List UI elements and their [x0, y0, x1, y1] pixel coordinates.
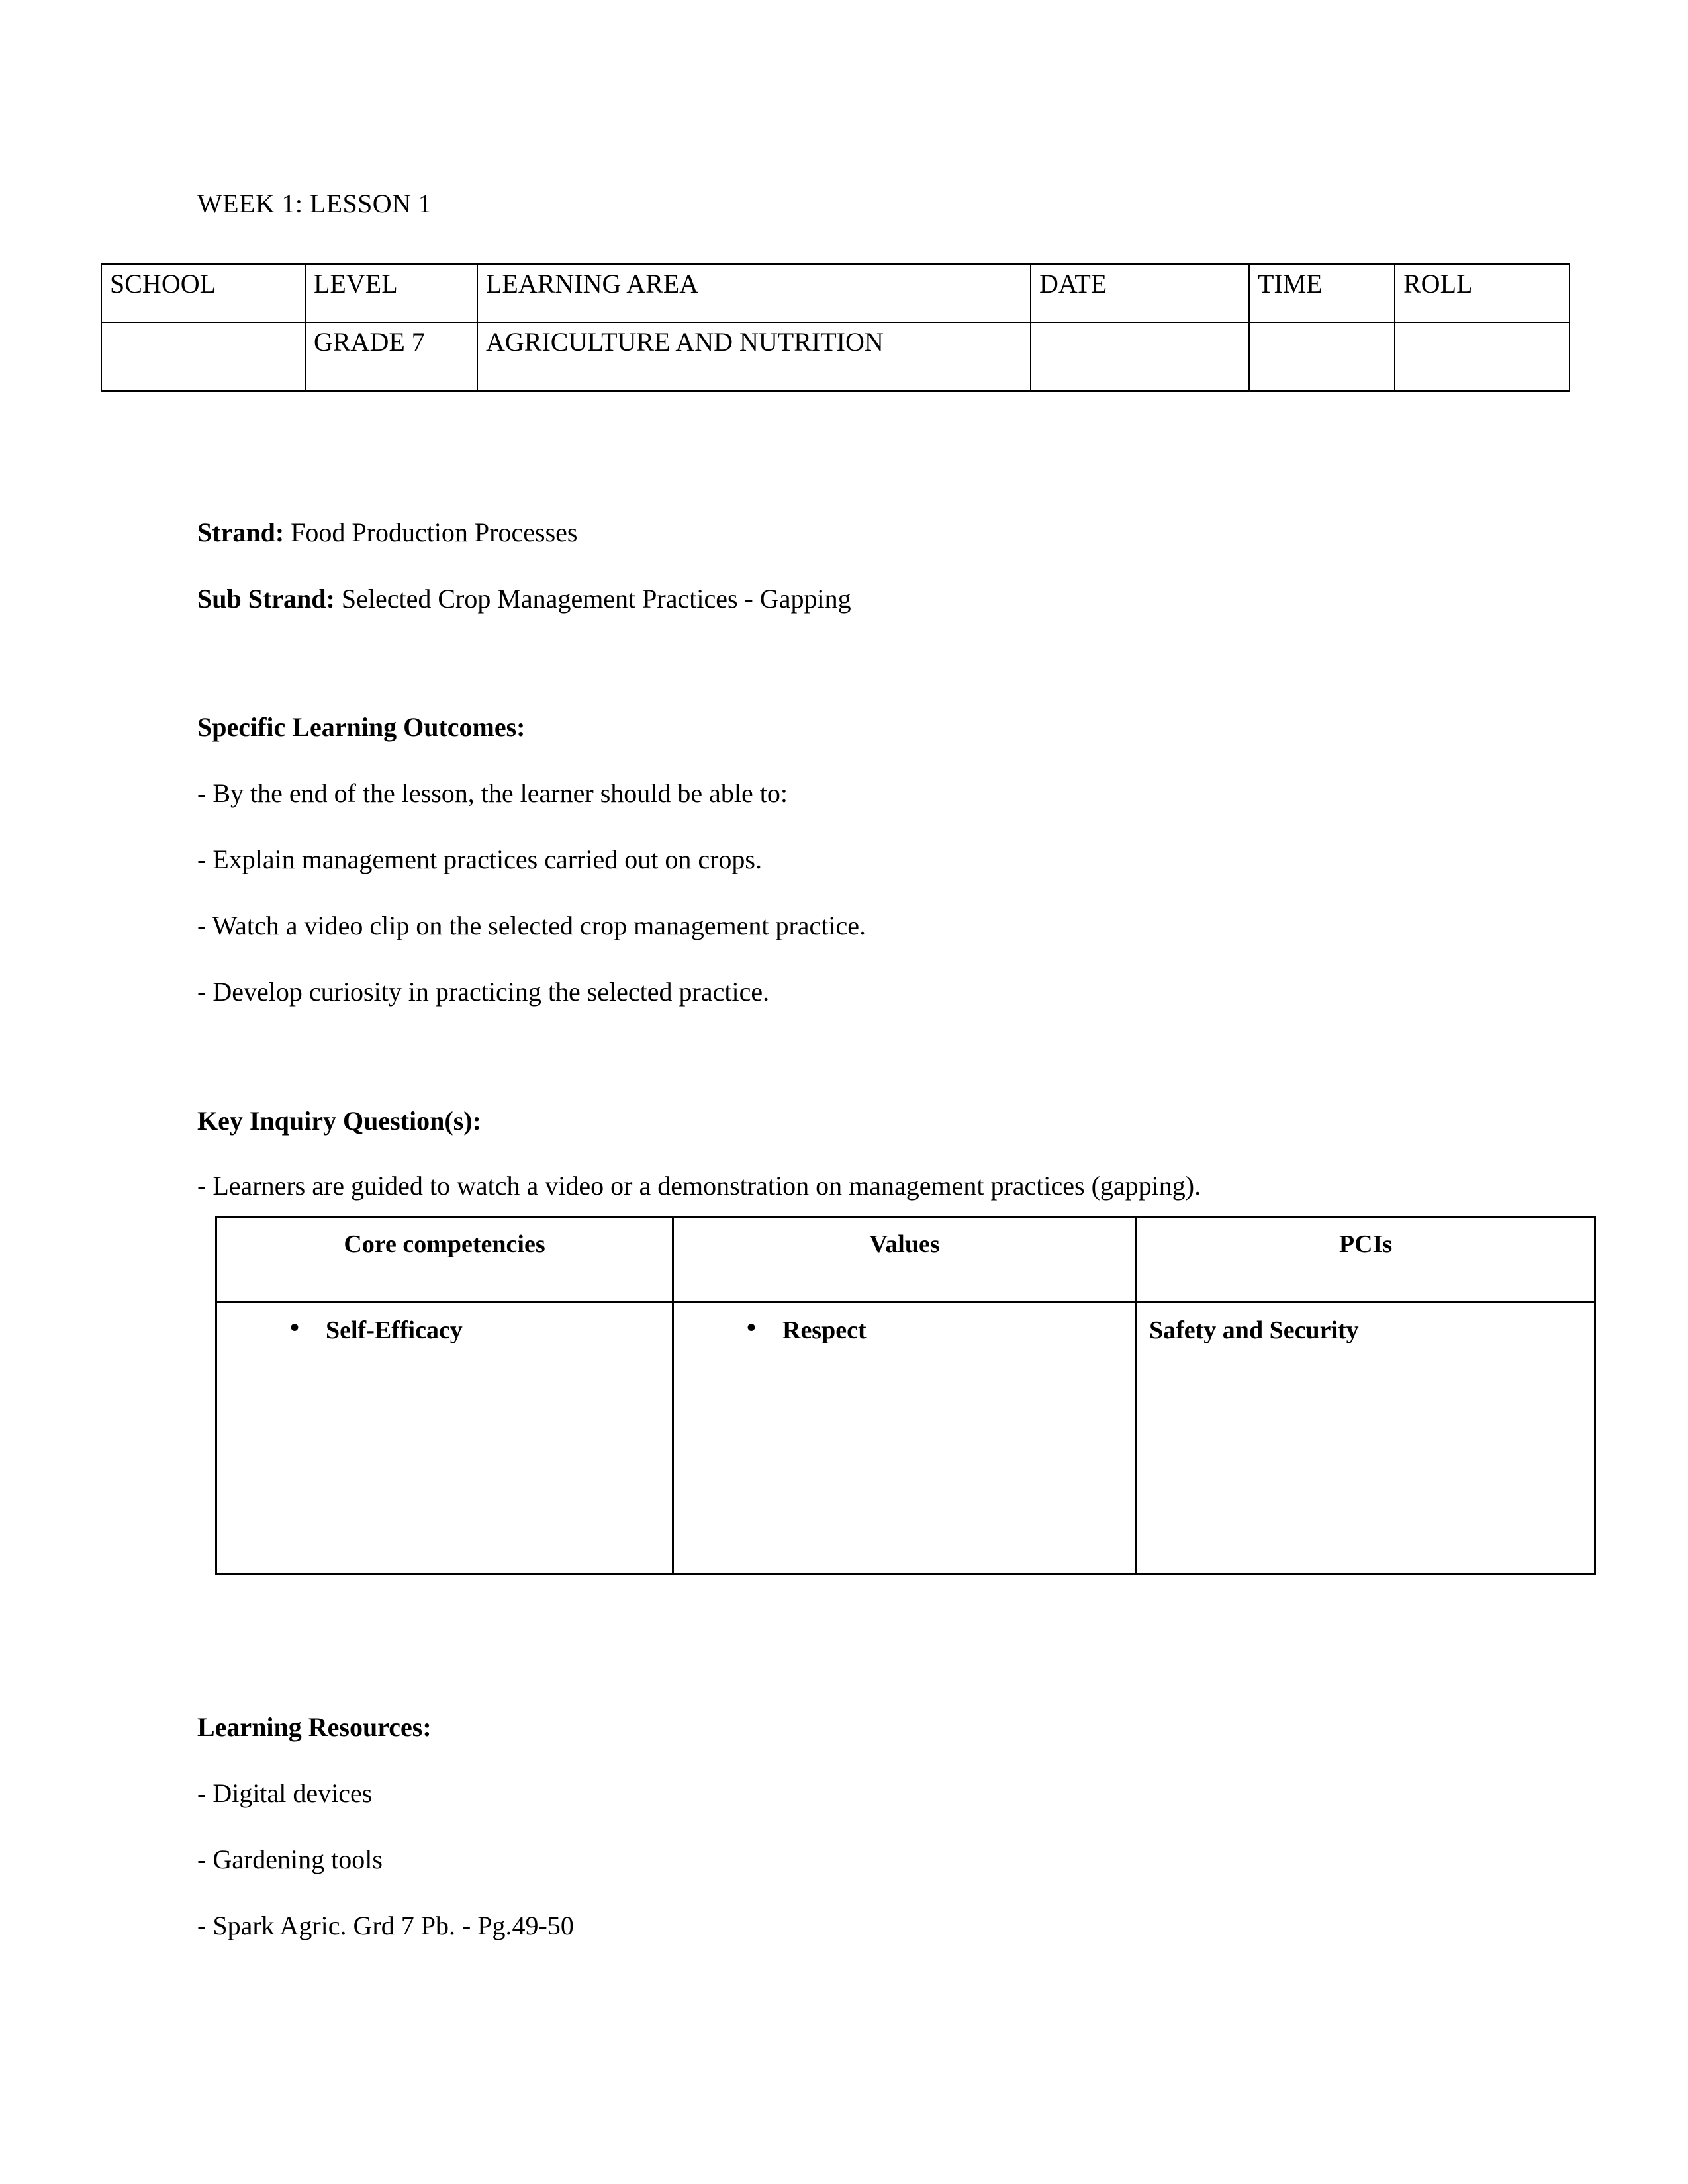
values-list [683, 1315, 1126, 1345]
sub-strand-value: Selected Crop Management Practices - Gapping [341, 584, 851, 614]
info-value-time[interactable] [1249, 322, 1395, 391]
info-value-learning-area[interactable]: AGRICULTURE AND NUTRITION [477, 322, 1031, 391]
learning-resource-item-3: - Spark Agric. Grd 7 Pb. - Pg.49-50 [197, 1911, 574, 1940]
info-value-roll[interactable] [1395, 322, 1570, 391]
comp-cell-pcis[interactable] [1137, 1302, 1595, 1574]
comp-cell-core-competencies[interactable] [216, 1302, 673, 1574]
info-value-school[interactable] [101, 322, 305, 391]
info-header-level: LEVEL [305, 264, 477, 322]
comp-header-core-competencies: Core competencies [216, 1218, 673, 1302]
core-competencies-list [226, 1315, 663, 1345]
comp-header-pcis: PCIs [1137, 1218, 1595, 1302]
learning-resource-item-2: - Gardening tools [197, 1844, 383, 1874]
learning-resource-item-1: - Digital devices [197, 1778, 373, 1808]
sub-strand-line [197, 583, 851, 615]
info-header-learning-area: LEARNING AREA [477, 264, 1031, 322]
info-header-time: TIME [1249, 264, 1395, 322]
list-item: • Self-Efficacy [290, 1315, 663, 1345]
specific-learning-outcome-item-2: - Explain management practices carried out on crops. [197, 844, 762, 874]
comp-cell-values[interactable] [673, 1302, 1137, 1574]
info-value-level[interactable]: GRADE 7 [305, 322, 477, 391]
list-item: • Respect [747, 1315, 1126, 1345]
lesson-info-table [101, 263, 1570, 392]
competency-values-pcis-table [215, 1216, 1596, 1575]
specific-learning-outcome-item-4: - Develop curiosity in practicing the selected practice. [197, 977, 770, 1007]
specific-learning-outcome-item-3: - Watch a video clip on the selected crop management practice. [197, 911, 867, 940]
table-row [216, 1302, 1595, 1574]
learning-resources-heading: Learning Resources: [197, 1712, 432, 1742]
comp-header-values: Values [673, 1218, 1137, 1302]
strand-value: Food Production Processes [291, 518, 578, 547]
week-lesson-heading: WEEK 1: LESSON 1 [197, 189, 432, 218]
specific-learning-outcome-item-1: - By the end of the lesson, the learner should be able to: [197, 778, 788, 808]
list-item: Safety and Security [1149, 1316, 1359, 1344]
sub-strand-label: Sub Strand: [197, 584, 335, 614]
strand-line [197, 517, 577, 549]
table-row [101, 264, 1570, 322]
info-header-roll: ROLL [1395, 264, 1570, 322]
key-inquiry-questions-heading: Key Inquiry Question(s): [197, 1106, 481, 1136]
table-row [216, 1218, 1595, 1302]
table-row [101, 322, 1570, 391]
info-header-date: DATE [1031, 264, 1249, 322]
info-value-date[interactable] [1031, 322, 1249, 391]
strand-label: Strand: [197, 518, 285, 547]
info-header-school: SCHOOL [101, 264, 305, 322]
key-inquiry-question-item-1: - Learners are guided to watch a video or a demonstration on management practices (gapping). [197, 1171, 1201, 1201]
specific-learning-outcomes-heading: Specific Learning Outcomes: [197, 712, 526, 742]
